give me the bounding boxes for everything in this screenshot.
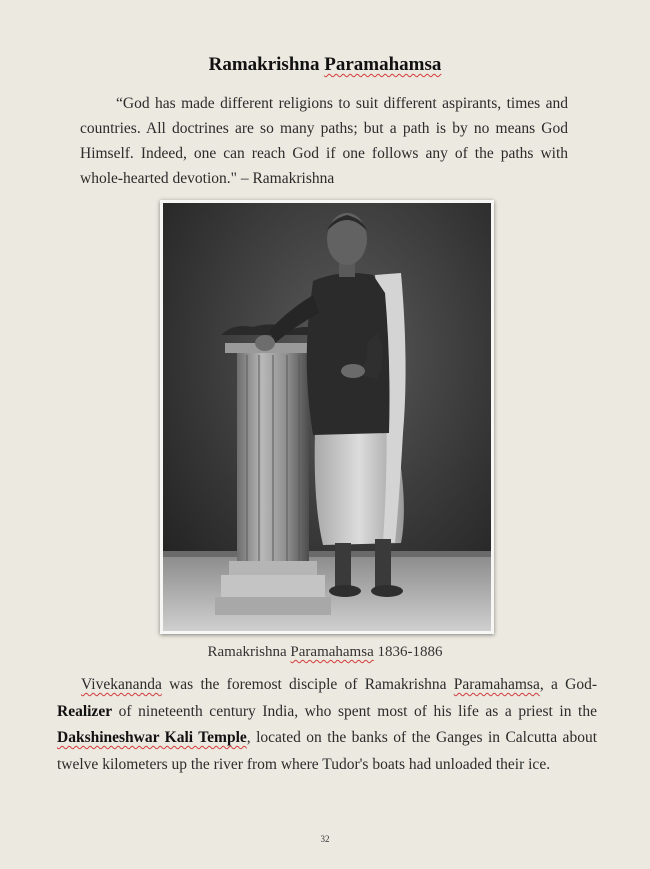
caption-dates: 1836-1886 — [373, 644, 443, 660]
page-title — [0, 54, 650, 76]
body-paramahamsa: Paramahamsa — [453, 676, 540, 693]
caption-surname: Paramahamsa — [290, 644, 374, 660]
body-text-1: was the foremost disciple of Ramakrishna — [161, 676, 454, 693]
body-realizer: Realizer — [57, 702, 113, 720]
photo-caption — [0, 644, 650, 661]
caption-name: Ramakrishna — [207, 644, 291, 660]
body-vivekananda: Vivekananda — [81, 676, 162, 693]
title-surname: Paramahamsa — [324, 54, 442, 75]
body-paragraph — [57, 672, 597, 778]
quote-paragraph: “God has made different religions to suit different aspirants, times and countries. All doctrines are so many paths; but a path is by no means God Himself. Indeed, one can reach God if one follows any of the paths with whole-hearted devotion." – Ramakrishna — [80, 95, 568, 187]
portrait-photo — [160, 200, 494, 634]
page-number: 32 — [320, 834, 330, 844]
body-temple: Dakshineshwar Kali Temple — [57, 729, 247, 746]
body-text-3: of nineteenth century India, who spent most of his life as a priest in the — [112, 702, 597, 720]
body-text-2: , a God- — [539, 676, 597, 693]
body-text-4: , located on the banks of the Ganges in Calcutta about twelve kilometers up the river from where Tudor's boats had unloaded their ice. — [57, 729, 597, 773]
title-name: Ramakrishna — [208, 54, 325, 75]
